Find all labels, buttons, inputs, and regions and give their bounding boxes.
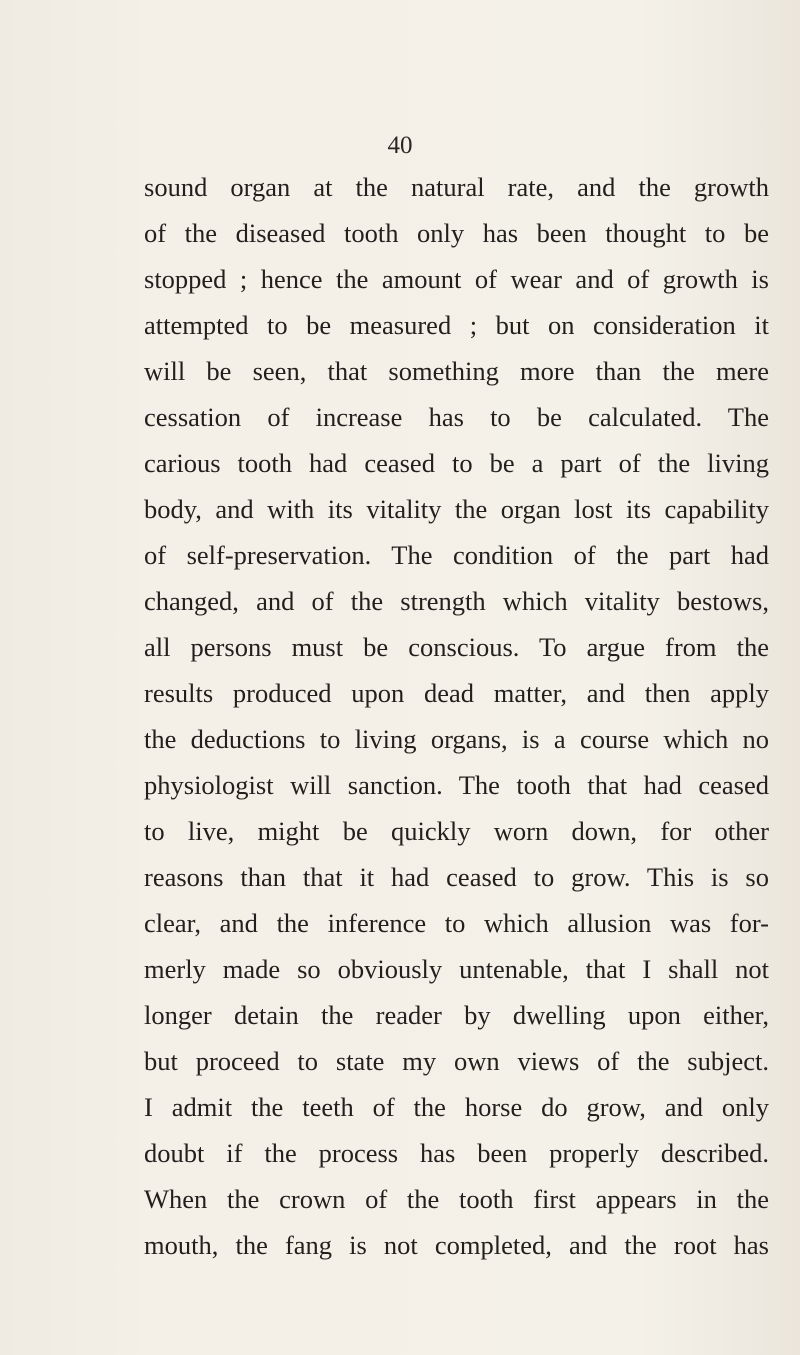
page-number: 40 [387,132,413,159]
text-line: clear, and the inference to which allusion was for- [144,908,769,938]
text-line: stopped ; hence the amount of wear and of growth is [144,264,769,294]
text-line: carious tooth had ceased to be a part of the living [144,448,769,478]
text-line: of the diseased tooth only has been thought to be [144,218,769,248]
body-text [144,164,769,1268]
text-line: longer detain the reader by dwelling upon either, [144,1000,769,1030]
text-line: When the crown of the tooth first appears in the [144,1184,769,1214]
text-line: merly made so obviously untenable, that I shall not [144,954,769,984]
text-line: changed, and of the strength which vitality bestows, [144,586,769,616]
text-line: I admit the teeth of the horse do grow, and only [144,1092,769,1122]
text-line: of self-preservation. The condition of the part had [144,540,769,570]
text-line: will be seen, that something more than the mere [144,356,769,386]
text-line: results produced upon dead matter, and then apply [144,678,769,708]
text-line: the deductions to living organs, is a course which no [144,724,769,754]
text-line: sound organ at the natural rate, and the growth [144,172,769,202]
text-line: to live, might be quickly worn down, for other [144,816,769,846]
text-line: physiologist will sanction. The tooth that had ceased [144,770,769,800]
text-line: body, and with its vitality the organ lost its capability [144,494,769,524]
text-line: reasons than that it had ceased to grow. This is so [144,862,769,892]
text-line: cessation of increase has to be calculated. The [144,402,769,432]
text-line: but proceed to state my own views of the subject. [144,1046,769,1076]
text-line: doubt if the process has been properly described. [144,1138,769,1168]
text-line: attempted to be measured ; but on consideration it [144,310,769,340]
text-line: all persons must be conscious. To argue from the [144,632,769,662]
text-line: mouth, the fang is not completed, and the root has [144,1230,769,1260]
